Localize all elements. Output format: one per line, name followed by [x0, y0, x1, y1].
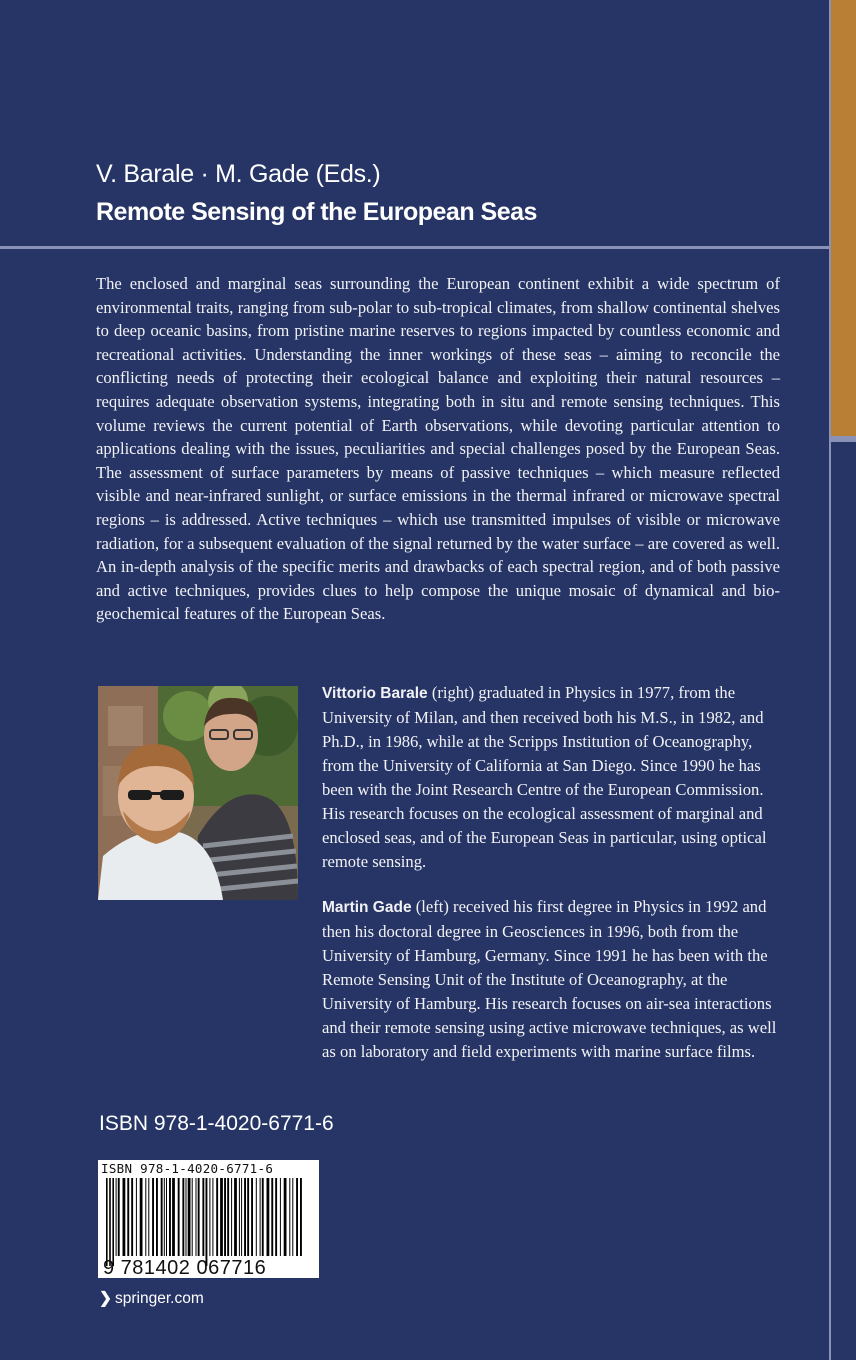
barcode	[98, 1160, 319, 1278]
spine-orange-band	[831, 0, 856, 436]
bio-name-barale: Vittorio Barale	[322, 685, 428, 702]
book-title: Remote Sensing of the European Seas	[96, 198, 537, 226]
bio-barale	[322, 681, 780, 874]
title-rule	[0, 246, 829, 249]
springer-link[interactable]	[99, 1289, 204, 1308]
spine-divider	[831, 436, 856, 442]
barcode-digits: 9 781402 067716	[103, 1257, 267, 1279]
chevron-right-icon: ❯	[99, 1290, 112, 1307]
bio-text-barale: (right) graduated in Physics in 1977, from the University of Milan, and then received both his M.S., in 1982, and Ph.D., in 1986, while at the Scripps Institution of Oceanography, from the University of California at San Diego. Since 1990 he has been with the Joint Research Centre of the European Commission. His research focuses on the ecological assessment of marginal and enclosed seas, and of the European Seas in particular, using optical remote sensing.	[322, 683, 767, 871]
book-description: The enclosed and marginal seas surrounding the European continent exhibit a wide spectrum of environmental traits, ranging from sub-polar to sub-tropical climates, from shallow continental shelves to deep oceanic basins, from pristine marine reserves to regions impacted by countless economic and recreational activities. Understanding the inner workings of these seas – aiming to reconcile the conflicting needs of protecting their ecological balance and exploiting their natural resources – requires adequate observation systems, integrating both in situ and remote sensing techniques. This volume reviews the current potential of Earth observations, while devoting particular attention to applications dealing with the issues, peculiarities and special challenges posed by the European Seas. The assessment of surface parameters by means of passive techniques – which measure reflected visible and near-infrared sunlight, or surface emissions in the thermal infrared or microwave spectral regions – is addressed. Active techniques – which use transmitted impulses of visible or microwave radiation, for a subsequent evaluation of the signal returned by the water surface – are covered as well. An in-depth analysis of the specific merits and drawbacks of each spectral region, and of both passive and active techniques, provides clues to help compose the unique mosaic of dynamical and bio-geochemical features of the European Seas.	[96, 274, 780, 624]
bio-text-gade: (left) received his first degree in Physics in 1992 and then his doctoral degree in Geosciences in 1996, both from the University of Hamburg, Germany. Since 1991 he has been with the Remote Sensing Unit of the Institute of Oceanography, at the University of Hamburg. His research focuses on air-sea interactions and their remote sensing using active microwave techniques, as well as on laboratory and field experiments with marine surface films.	[322, 897, 777, 1061]
springer-link-text: springer.com	[115, 1290, 204, 1307]
bio-name-gade: Martin Gade	[322, 899, 412, 916]
isbn-label: ISBN 978-1-4020-6771-6	[99, 1112, 334, 1135]
author-photo	[98, 686, 298, 900]
editors-line: V. Barale · M. Gade (Eds.)	[96, 160, 381, 188]
bio-gade	[322, 895, 780, 1064]
barcode-isbn-text: ISBN 978-1-4020-6771-6	[101, 1161, 274, 1176]
